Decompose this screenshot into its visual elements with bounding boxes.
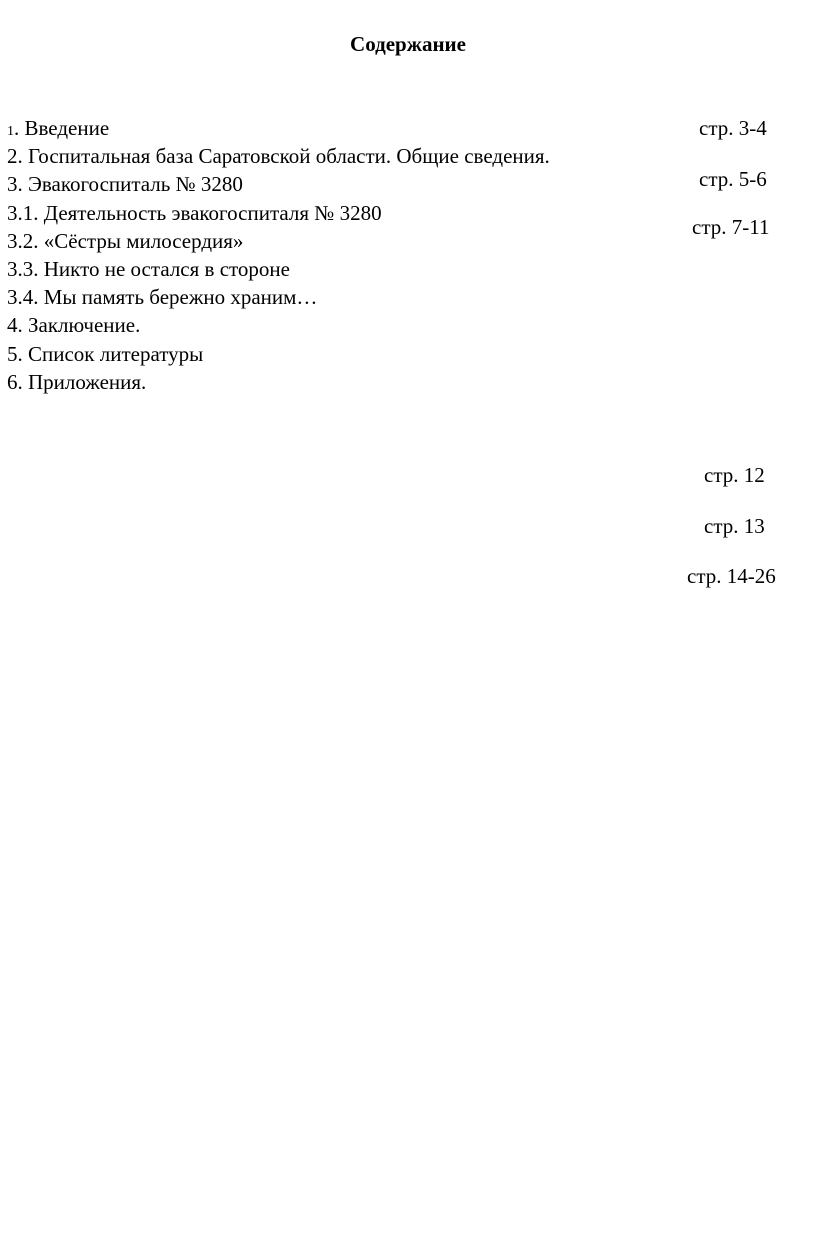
toc-item-nobody-stayed-aside: 3.3. Никто не остался в стороне: [7, 256, 290, 281]
toc-item-bibliography: 5. Список литературы: [7, 341, 204, 366]
page-ref: стр. 13: [704, 514, 765, 538]
page-ref: стр. 5-6: [699, 167, 767, 191]
toc-item-memory: 3.4. Мы память бережно храним…: [7, 285, 318, 310]
page-title: Содержание: [350, 32, 466, 56]
toc-item-conclusion: 4. Заключение.: [7, 313, 141, 338]
toc-item-appendices: 6. Приложения.: [7, 369, 147, 394]
page-ref: стр. 7-11: [692, 215, 770, 239]
toc-item-sisters-of-mercy: 3.2. «Сёстры милосердия»: [7, 228, 244, 253]
page-ref: стр. 14-26: [687, 564, 776, 588]
toc-item-hospital-activity: 3.1. Деятельность эвакогоспиталя № 3280: [7, 200, 382, 225]
table-of-contents: [7, 114, 550, 396]
toc-item-evacuation-hospital: 3. Эвакогоспиталь № 3280: [7, 172, 243, 197]
toc-item-introduction: [7, 114, 550, 142]
toc-item-label: . Введение: [14, 116, 110, 140]
page-ref: стр. 3-4: [699, 116, 767, 140]
page-ref: стр. 12: [704, 463, 765, 487]
toc-item-hospital-base: 2. Госпитальная база Саратовской области. Общие сведения.: [7, 144, 550, 169]
toc-item-number: 1: [7, 124, 14, 139]
